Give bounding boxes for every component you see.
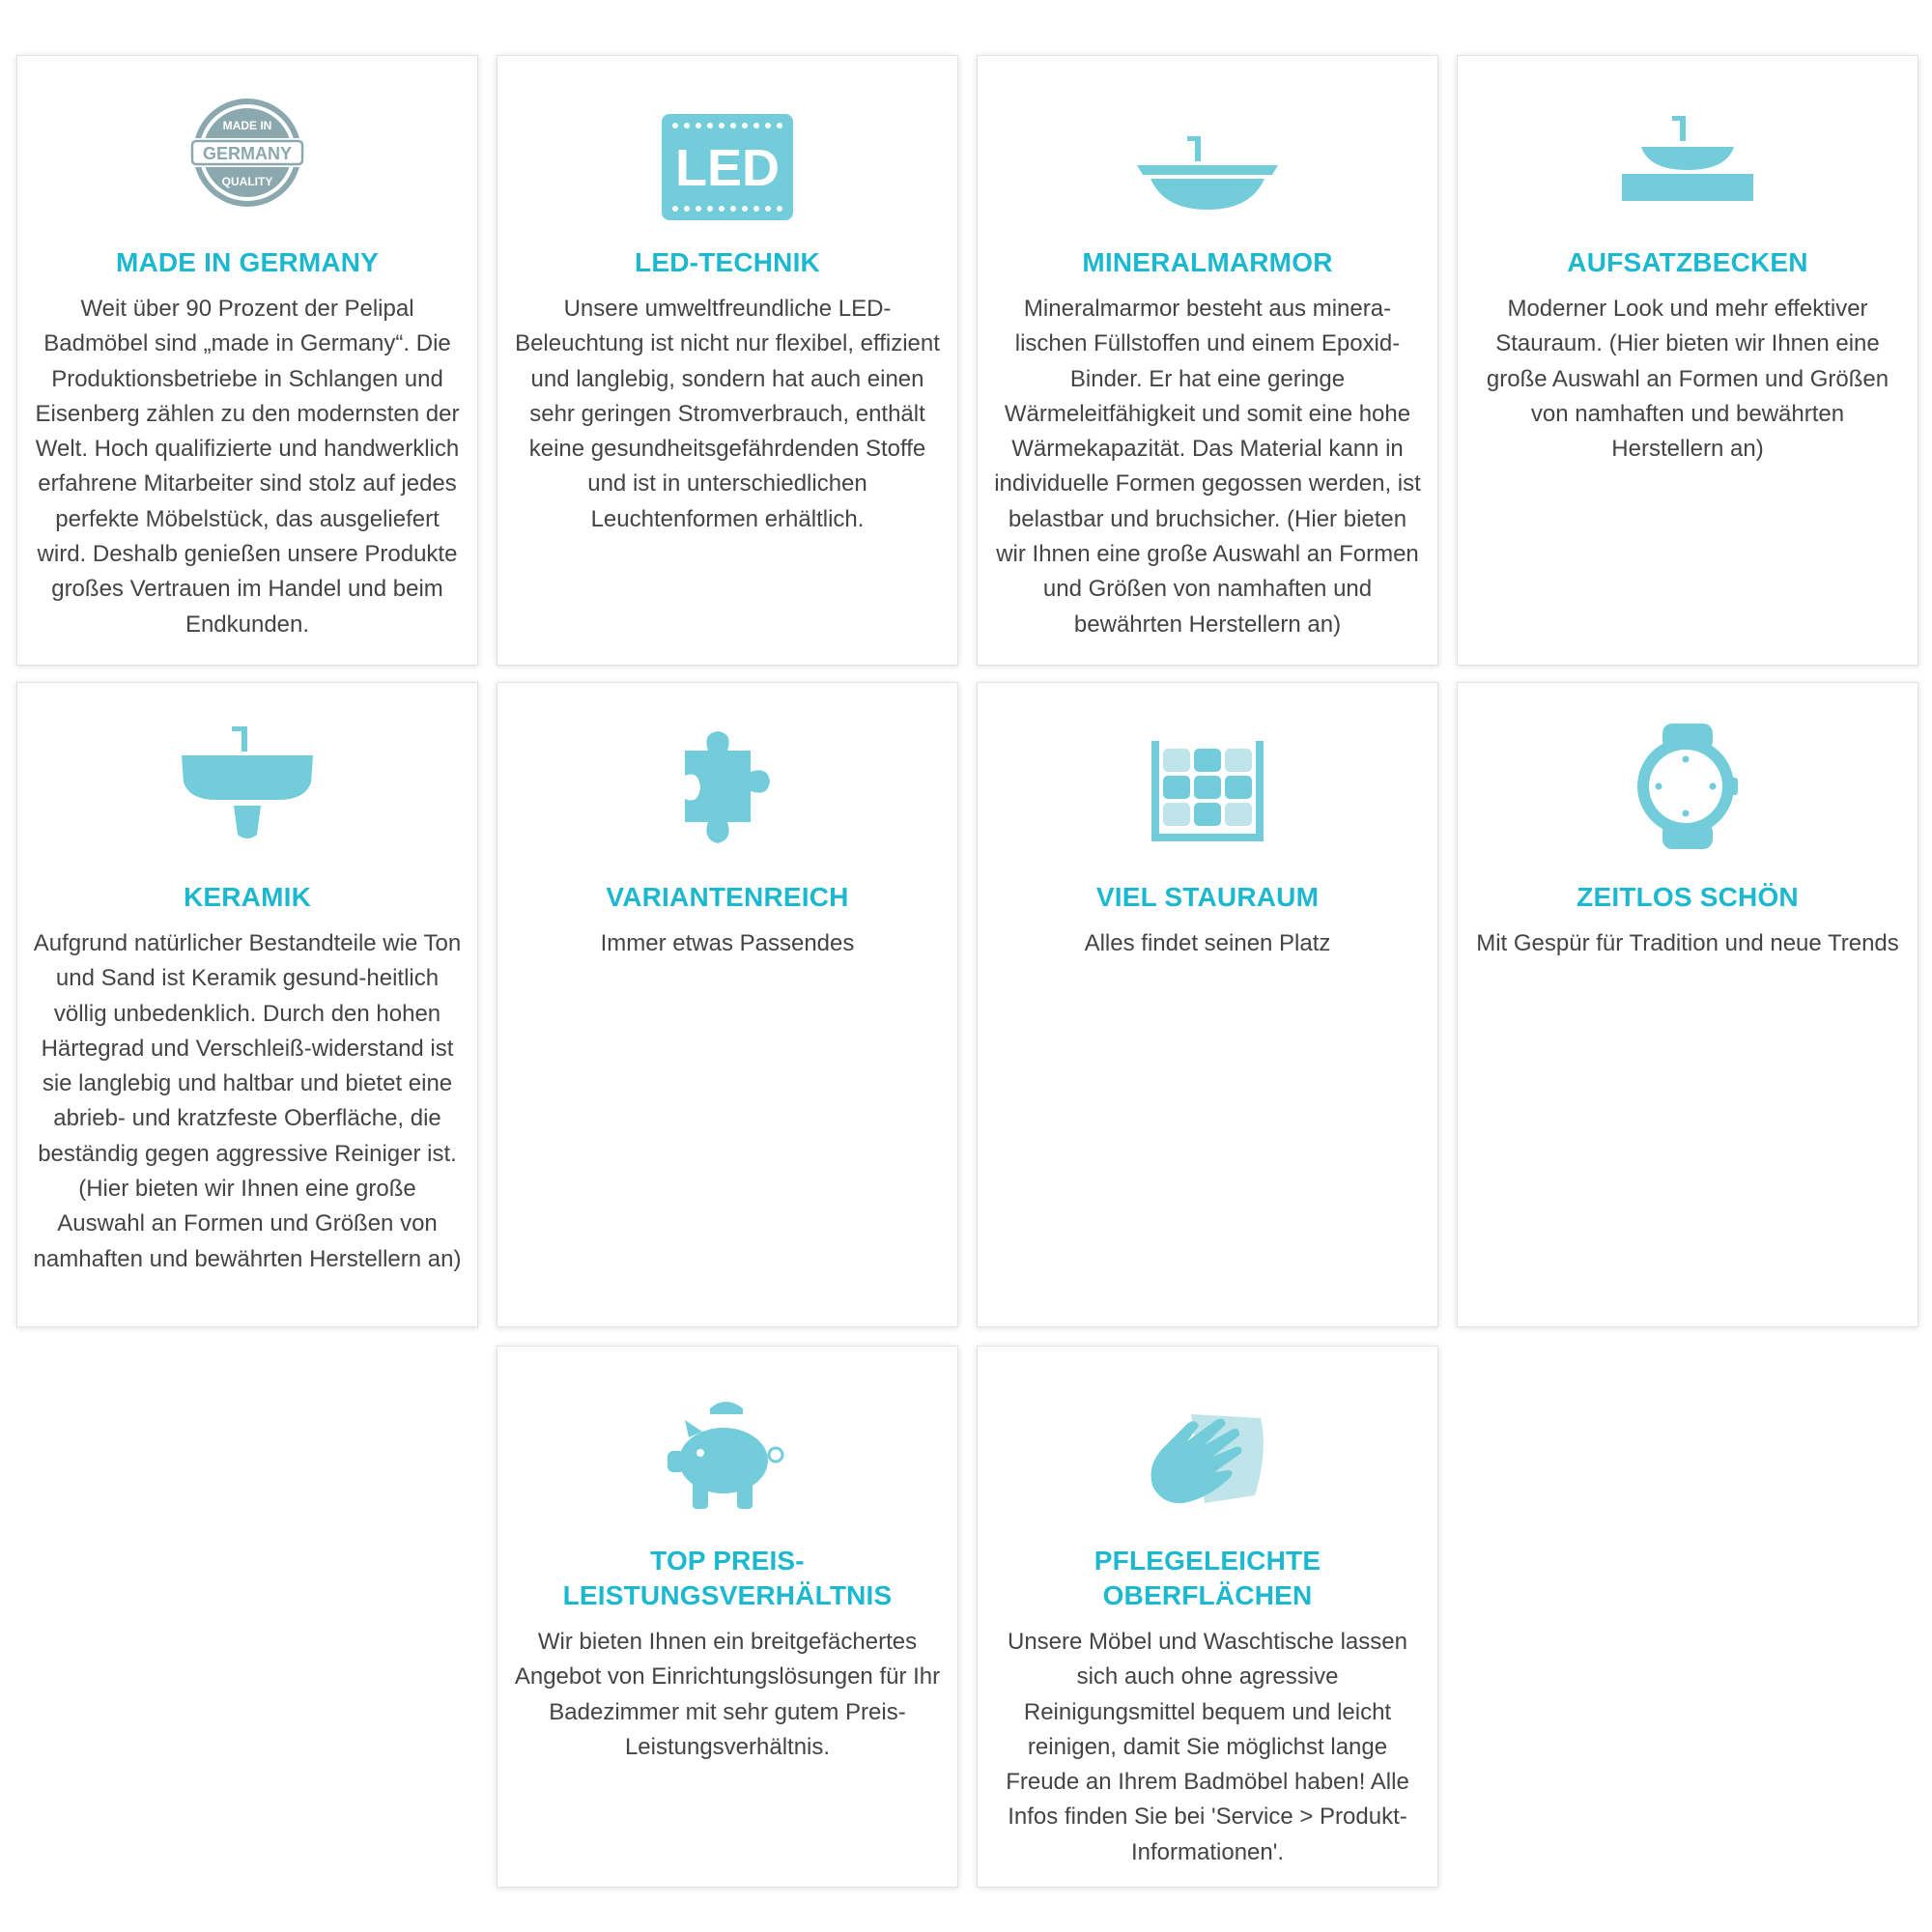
made-in-germany-seal-icon xyxy=(185,97,310,209)
card-title: ZEITLOS SCHÖN xyxy=(1577,882,1799,912)
seal-middle-text: GERMANY xyxy=(202,144,293,163)
storage-grid-icon xyxy=(1151,741,1264,841)
card-text: Unsere umweltfreundliche LED-Beleuchtung ist nicht nur flexibel, effizient und langlebig, sondern hat auch einen sehr geringen Stromverbrauch, enthält keine gesundheitsgefährdenden Stoffe und ist in unterschiedlichen Leuchtenformen erhältlich. xyxy=(515,296,940,532)
feature-card-viel-stauraum xyxy=(977,682,1438,1327)
card-title: KERAMIK xyxy=(183,882,312,912)
seal-top-text: MADE IN xyxy=(222,119,272,132)
countertop-basin-icon xyxy=(1622,116,1753,201)
led-label: LED xyxy=(675,139,780,197)
card-title: MINERALMARMOR xyxy=(1082,247,1333,277)
card-text: Moderner Look und mehr effektiver Stauraum. (Hier bieten wir Ihnen eine große Auswahl an Formen und Größen von namhaften und bewährten Herstellern an) xyxy=(1486,296,1889,463)
watch-icon xyxy=(1637,724,1738,849)
feature-card-aufsatzbecken xyxy=(1457,55,1918,666)
card-text: Unsere Möbel und Waschtische lassen sich auch ohne agressive Reinigungsmittel bequem und leicht reinigen, damit Sie möglichst lange Freude an Ihrem Badmöbel haben! Alle Infos finden Sie bei 'Service > Produkt-Informationen'. xyxy=(1006,1629,1409,1865)
card-title: MADE IN GERMANY xyxy=(115,247,380,277)
feature-card-led-technik xyxy=(497,55,958,666)
card-title: VARIANTENREICH xyxy=(606,882,849,912)
card-text: Alles findet seinen Platz xyxy=(1084,930,1331,956)
card-title: VIEL STAURAUM xyxy=(1095,882,1320,912)
card-text: Aufgrund natürlicher Bestandteile wie Ton und Sand ist Keramik gesund-heitlich völlig unbedenklich. Durch den hohen Härtegrad und Verschleiß-widerstand ist sie langlebig und haltbar und bietet eine abrieb- und kratzfeste Oberfläche, die beständig gegen aggressive Reiniger ist. (Hier bieten wir Ihnen eine große Auswahl an Formen und Größen von namhaften und bewährten Herstellern an) xyxy=(33,930,462,1272)
card-text: Weit über 90 Prozent der Pelipal Badmöbel sind „made in Germany“. Die Produktionsbetriebe in Schlangen und Eisenberg zählen zu den modernsten der Welt. Hoch qualifizierte und handwerklich erfahrene Mitarbeiter sind stolz auf jedes perfekte Möbelstück, das ausgeliefert wird. Deshalb genießen unsere Produkte großes Vertrauen im Handel und beim Endkunden. xyxy=(35,296,460,638)
feature-card-mineralmarmor xyxy=(977,55,1438,666)
card-title: LED-TECHNIK xyxy=(635,247,820,277)
hand-cloth-icon xyxy=(1149,1412,1266,1509)
feature-card-top-preis-leistung xyxy=(497,1346,958,1888)
feature-card-variantenreich xyxy=(497,682,958,1327)
card-text: Wir bieten Ihnen ein breitgefächertes Angebot von Einrichtungslösungen für Ihr Badezimmer mit sehr gutem Preis-Leistungsverhältnis. xyxy=(514,1629,941,1760)
feature-card-zeitlos-schoen xyxy=(1457,682,1918,1327)
seal-bottom-text: QUALITY xyxy=(221,175,273,188)
card-title: TOP PREIS-LEISTUNGSVERHÄLTNIS xyxy=(562,1546,893,1610)
card-text: Mit Gespür für Tradition und neue Trends xyxy=(1476,930,1899,956)
puzzle-piece-icon xyxy=(675,729,780,845)
ceramic-sink-icon xyxy=(182,726,313,840)
piggy-bank-icon xyxy=(668,1399,787,1509)
led-panel-icon xyxy=(662,114,793,220)
card-title: PFLEGELEICHTE OBERFLÄCHEN xyxy=(1094,1546,1321,1610)
card-title: AUFSATZBECKEN xyxy=(1567,247,1808,277)
feature-card-keramik xyxy=(16,682,478,1327)
feature-card-pflegeleichte-oberflaechen xyxy=(977,1346,1438,1888)
feature-card-made-in-germany xyxy=(16,55,478,666)
card-text: Immer etwas Passendes xyxy=(600,930,855,956)
basin-icon xyxy=(1137,136,1278,210)
card-text: Mineralmarmor besteht aus minera-lischen Füllstoffen und einem Epoxid-Binder. Er hat eine geringe Wärmeleitfähigkeit und somit eine hohe Wärmekapazität. Das Material kann in individuelle Formen gegossen werden, ist belastbar und bruchsicher. (Hier bieten wir Ihnen eine große Auswahl an Formen und Größen von namhaften und bewährten Herstellern an) xyxy=(994,296,1421,638)
